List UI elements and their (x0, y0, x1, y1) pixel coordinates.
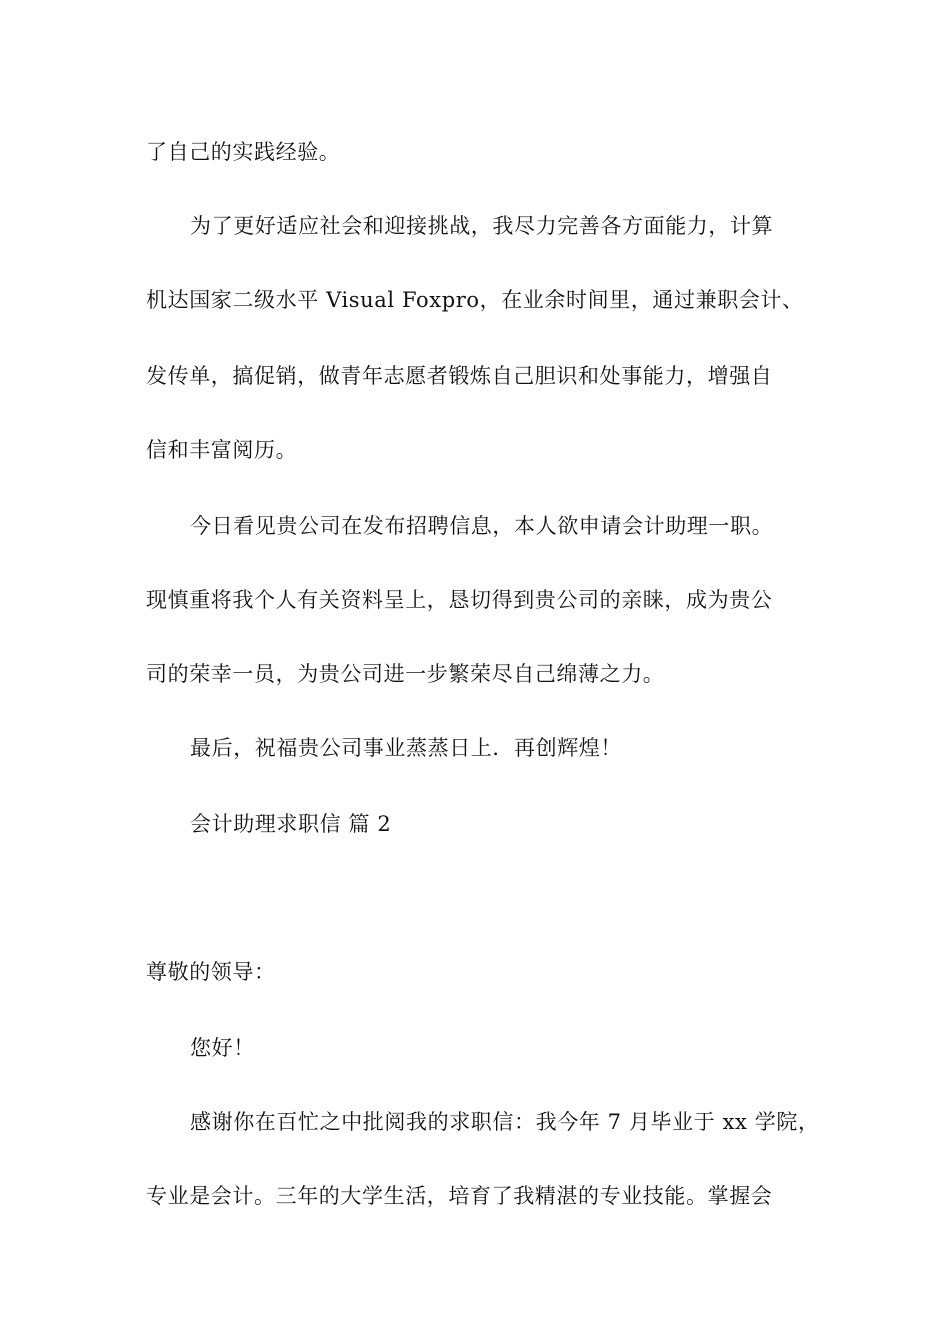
text-line-14: 专业是会计。三年的大学生活，培育了我精湛的专业技能。掌握会 (146, 1184, 773, 1208)
section-heading: 会计助理求职信 篇 2 (190, 812, 392, 836)
text-line-2: 为了更好适应社会和迎接挑战，我尽力完善各方面能力，计算 (190, 214, 774, 238)
text-line-5: 信和丰富阅历。 (146, 438, 298, 462)
text-line-7: 现慎重将我个人有关资料呈上，恳切得到贵公司的亲睐，成为贵公 (146, 588, 773, 612)
text-line-3: 机达国家二级水平 Visual Foxpro，在业余时间里，通过兼职会计、 (146, 288, 804, 312)
text-line-9: 最后，祝福贵公司事业蒸蒸日上．再创辉煌！ (190, 736, 622, 760)
text-line-6: 今日看见贵公司在发布招聘信息，本人欲申请会计助理一职。 (190, 514, 774, 538)
text-line-8: 司的荣幸一员，为贵公司进一步繁荣尽自己绵薄之力。 (146, 662, 665, 686)
text-line-4: 发传单，搞促销，做青年志愿者锻炼自己胆识和处事能力，增强自 (146, 364, 773, 388)
text-line-13: 感谢你在百忙之中批阅我的求职信：我今年 7 月毕业于 xx 学院， (190, 1110, 820, 1134)
greeting: 您好！ (190, 1036, 255, 1060)
salutation: 尊敬的领导： (146, 960, 276, 984)
text-line-1: 了自己的实践经验。 (146, 140, 341, 164)
